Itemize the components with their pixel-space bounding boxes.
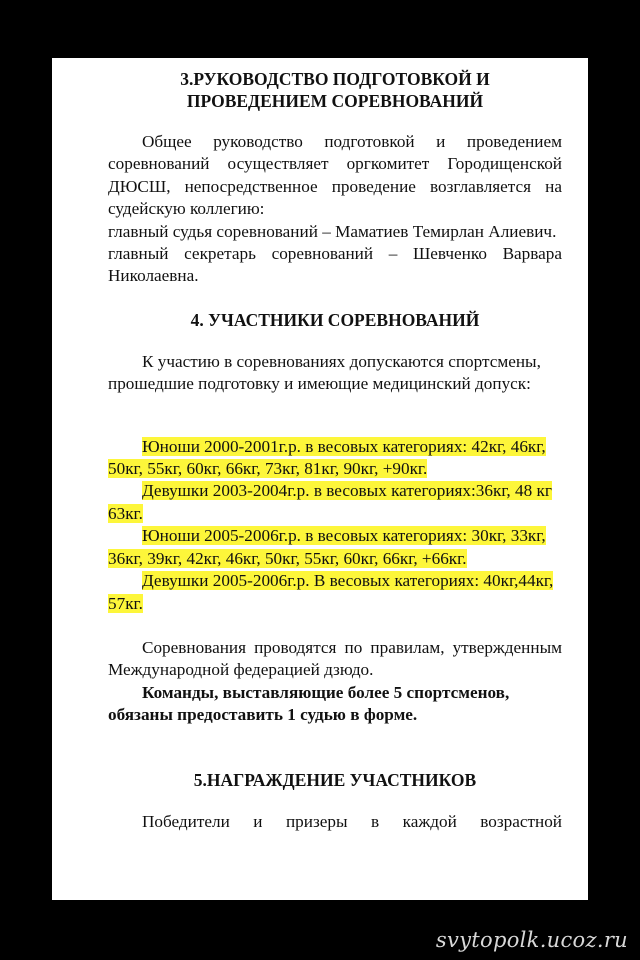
section5-title: 5.НАГРАЖДЕНИЕ УЧАСТНИКОВ bbox=[193, 769, 477, 790]
rules-paragraph: Соревнования проводятся по правилам, утвержденным Международной федерацией дзюдо. bbox=[108, 637, 562, 680]
document-content bbox=[108, 68, 562, 833]
highlight-text: Юноши 2005-2006г.р. в весовых категориях: 30кг, 33кг, 36кг, 39кг, 42кг, 46кг, 50кг, 55кг, 60кг, 66кг, +66кг. bbox=[108, 526, 546, 568]
section3-title bbox=[108, 68, 562, 112]
category-item-boys-2000 bbox=[108, 436, 562, 481]
section3-title-line2: ПРОВЕДЕНИЕМ СОРЕВНОВАНИЙ bbox=[186, 91, 484, 111]
document-page bbox=[52, 58, 588, 900]
site-watermark: svytopolk.ucoz.ru bbox=[435, 928, 628, 952]
chief-judge-line: главный судья соревнований – Маматиев Темирлан Алиевич. bbox=[108, 221, 557, 241]
highlight-text: Девушки 2005-2006г.р. В весовых категориях: 40кг,44кг, 57кг. bbox=[108, 571, 554, 613]
section4-intro: К участию в соревнованиях допускаются спортсмены, прошедшие подготовку и имеющие медицинский допуск: bbox=[108, 351, 541, 394]
section3-title-line1: 3.РУКОВОДСТВО ПОДГОТОВКОЙ И bbox=[180, 69, 490, 89]
category-item-boys-2005 bbox=[108, 525, 562, 570]
chief-secretary-line: главный секретарь соревнований – Шевченко Варвара Николаевна. bbox=[108, 244, 562, 286]
section5-partial-line: Победители и призеры в каждой возрастной bbox=[142, 811, 562, 831]
highlight-text: Юноши 2000-2001г.р. в весовых категориях: 42кг, 46кг, 50кг, 55кг, 60кг, 66кг, 73кг, 81кг, 90кг, +90кг. bbox=[108, 436, 546, 479]
category-item-girls-2005 bbox=[108, 570, 562, 615]
highlight-text: Девушки 2003-2004г.р. в весовых категориях:36кг, 48 кг 63кг. bbox=[108, 481, 552, 523]
teams-judge-requirement: Команды, выставляющие более 5 спортсменов, обязаны предоставить 1 судью в форме. bbox=[108, 682, 510, 725]
section3-paragraph: Общее руководство подготовкой и проведением соревнований осуществляет оргкомитет Городищенской ДЮСШ, непосредственное проведение возглавляется на судейскую коллегию: bbox=[108, 132, 562, 219]
category-item-girls-2003 bbox=[108, 480, 562, 525]
section4-title: 4. УЧАСТНИКИ СОРЕВНОВАНИЙ bbox=[190, 309, 480, 330]
